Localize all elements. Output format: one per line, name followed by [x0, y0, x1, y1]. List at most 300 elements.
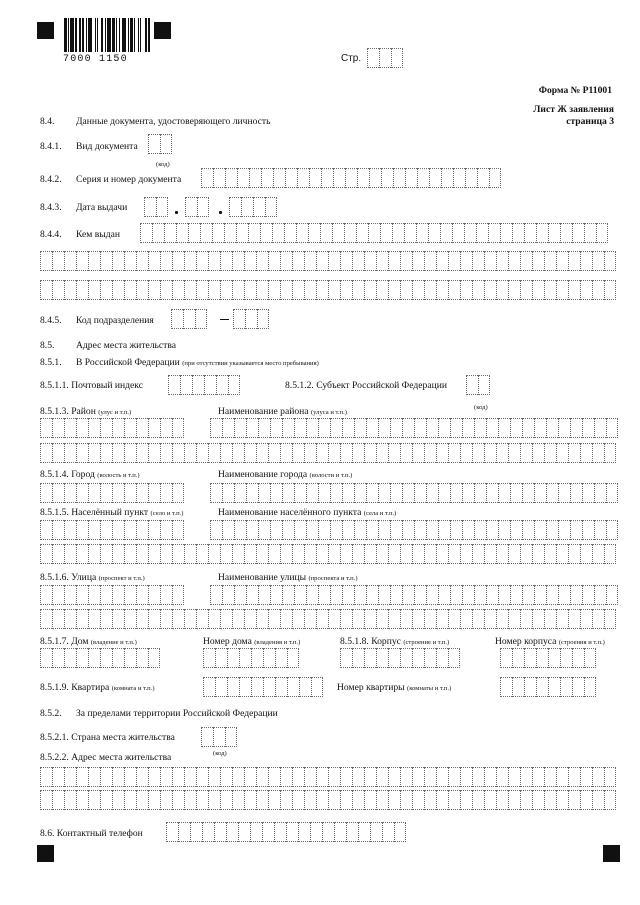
char-cell[interactable] — [462, 483, 474, 503]
char-cell[interactable] — [388, 544, 400, 564]
char-cell[interactable] — [88, 648, 100, 668]
char-cell[interactable] — [414, 483, 426, 503]
char-cell[interactable] — [388, 790, 400, 810]
char-cell[interactable] — [356, 223, 368, 243]
char-cell[interactable] — [40, 520, 52, 540]
char-cell[interactable] — [508, 544, 520, 564]
char-cell[interactable] — [200, 223, 212, 243]
char-cell[interactable] — [424, 648, 436, 668]
char-cell[interactable] — [522, 418, 534, 438]
char-cell[interactable] — [318, 585, 330, 605]
char-cell[interactable] — [64, 280, 76, 300]
char-cell[interactable] — [560, 648, 572, 668]
char-cell[interactable] — [364, 443, 376, 463]
char-cell[interactable] — [316, 544, 328, 564]
char-cell[interactable] — [474, 418, 486, 438]
settlement-name-cells-row1[interactable] — [210, 520, 618, 540]
char-cell[interactable] — [256, 251, 268, 271]
char-cell[interactable] — [214, 822, 226, 842]
char-cell[interactable] — [203, 648, 215, 668]
char-cell[interactable] — [40, 483, 52, 503]
char-cell[interactable] — [76, 767, 88, 787]
char-cell[interactable] — [232, 251, 244, 271]
char-cell[interactable] — [237, 168, 249, 188]
char-cell[interactable] — [286, 822, 298, 842]
char-cell[interactable] — [498, 418, 510, 438]
char-cell[interactable] — [220, 544, 232, 564]
char-cell[interactable] — [306, 585, 318, 605]
char-cell[interactable] — [364, 251, 376, 271]
char-cell[interactable] — [342, 418, 354, 438]
char-cell[interactable] — [244, 767, 256, 787]
char-cell[interactable] — [366, 520, 378, 540]
char-cell[interactable] — [412, 280, 424, 300]
char-cell[interactable] — [572, 223, 584, 243]
char-cell[interactable] — [393, 168, 405, 188]
division-code-cells-right[interactable] — [233, 309, 269, 329]
char-cell[interactable] — [592, 767, 604, 787]
char-cell[interactable] — [88, 767, 100, 787]
char-cell[interactable] — [381, 168, 393, 188]
char-cell[interactable] — [464, 223, 476, 243]
char-cell[interactable] — [216, 375, 228, 395]
char-cell[interactable] — [520, 609, 532, 629]
char-cell[interactable] — [88, 483, 100, 503]
char-cell[interactable] — [498, 585, 510, 605]
char-cell[interactable] — [100, 648, 112, 668]
char-cell[interactable] — [268, 544, 280, 564]
char-cell[interactable] — [309, 168, 321, 188]
char-cell[interactable] — [604, 280, 616, 300]
char-cell[interactable] — [306, 418, 318, 438]
char-cell[interactable] — [328, 443, 340, 463]
char-cell[interactable] — [268, 443, 280, 463]
char-cell[interactable] — [460, 544, 472, 564]
char-cell[interactable] — [226, 822, 238, 842]
char-cell[interactable] — [414, 418, 426, 438]
char-cell[interactable] — [332, 223, 344, 243]
char-cell[interactable] — [148, 585, 160, 605]
char-cell[interactable] — [136, 609, 148, 629]
char-cell[interactable] — [148, 609, 160, 629]
char-cell[interactable] — [225, 727, 237, 747]
district-type-cells[interactable] — [40, 418, 184, 438]
char-cell[interactable] — [64, 648, 76, 668]
char-cell[interactable] — [236, 223, 248, 243]
char-cell[interactable] — [40, 418, 52, 438]
char-cell[interactable] — [412, 251, 424, 271]
char-cell[interactable] — [429, 168, 441, 188]
char-cell[interactable] — [256, 767, 268, 787]
char-cell[interactable] — [136, 520, 148, 540]
char-cell[interactable] — [592, 609, 604, 629]
char-cell[interactable] — [192, 375, 204, 395]
char-cell[interactable] — [520, 767, 532, 787]
char-cell[interactable] — [358, 822, 370, 842]
char-cell[interactable] — [400, 544, 412, 564]
char-cell[interactable] — [298, 822, 310, 842]
char-cell[interactable] — [64, 520, 76, 540]
char-cell[interactable] — [436, 767, 448, 787]
char-cell[interactable] — [477, 168, 489, 188]
char-cell[interactable] — [76, 520, 88, 540]
char-cell[interactable] — [294, 483, 306, 503]
char-cell[interactable] — [208, 251, 220, 271]
char-cell[interactable] — [64, 443, 76, 463]
char-cell[interactable] — [560, 677, 572, 697]
char-cell[interactable] — [438, 418, 450, 438]
char-cell[interactable] — [222, 483, 234, 503]
char-cell[interactable] — [318, 520, 330, 540]
char-cell[interactable] — [282, 520, 294, 540]
char-cell[interactable] — [532, 280, 544, 300]
char-cell[interactable] — [262, 822, 274, 842]
char-cell[interactable] — [606, 585, 618, 605]
char-cell[interactable] — [246, 418, 258, 438]
char-cell[interactable] — [594, 483, 606, 503]
char-cell[interactable] — [239, 648, 251, 668]
char-cell[interactable] — [244, 251, 256, 271]
char-cell[interactable] — [376, 609, 388, 629]
char-cell[interactable] — [354, 520, 366, 540]
char-cell[interactable] — [580, 767, 592, 787]
char-cell[interactable] — [88, 418, 100, 438]
char-cell[interactable] — [412, 544, 424, 564]
char-cell[interactable] — [220, 609, 232, 629]
char-cell[interactable] — [328, 544, 340, 564]
char-cell[interactable] — [536, 677, 548, 697]
char-cell[interactable] — [268, 609, 280, 629]
issued-by-cells-row1[interactable] — [140, 223, 608, 243]
char-cell[interactable] — [334, 822, 346, 842]
char-cell[interactable] — [284, 223, 296, 243]
char-cell[interactable] — [390, 418, 402, 438]
char-cell[interactable] — [212, 223, 224, 243]
char-cell[interactable] — [160, 767, 172, 787]
char-cell[interactable] — [253, 197, 265, 217]
char-cell[interactable] — [76, 648, 88, 668]
city-name-cells[interactable] — [210, 483, 618, 503]
char-cell[interactable] — [378, 585, 390, 605]
char-cell[interactable] — [328, 251, 340, 271]
char-cell[interactable] — [263, 648, 275, 668]
char-cell[interactable] — [213, 168, 225, 188]
char-cell[interactable] — [297, 168, 309, 188]
char-cell[interactable] — [460, 251, 472, 271]
char-cell[interactable] — [282, 418, 294, 438]
char-cell[interactable] — [195, 309, 207, 329]
char-cell[interactable] — [100, 251, 112, 271]
char-cell[interactable] — [249, 168, 261, 188]
char-cell[interactable] — [378, 483, 390, 503]
char-cell[interactable] — [478, 375, 490, 395]
char-cell[interactable] — [304, 544, 316, 564]
char-cell[interactable] — [489, 168, 501, 188]
char-cell[interactable] — [268, 251, 280, 271]
district-name-cells-row1[interactable] — [210, 418, 618, 438]
char-cell[interactable] — [568, 280, 580, 300]
char-cell[interactable] — [568, 609, 580, 629]
char-cell[interactable] — [258, 483, 270, 503]
char-cell[interactable] — [402, 585, 414, 605]
char-cell[interactable] — [88, 251, 100, 271]
char-cell[interactable] — [448, 648, 460, 668]
char-cell[interactable] — [64, 790, 76, 810]
char-cell[interactable] — [364, 609, 376, 629]
char-cell[interactable] — [287, 648, 299, 668]
char-cell[interactable] — [441, 168, 453, 188]
char-cell[interactable] — [604, 609, 616, 629]
char-cell[interactable] — [256, 443, 268, 463]
char-cell[interactable] — [204, 375, 216, 395]
char-cell[interactable] — [148, 418, 160, 438]
char-cell[interactable] — [52, 418, 64, 438]
char-cell[interactable] — [584, 223, 596, 243]
char-cell[interactable] — [160, 520, 172, 540]
char-cell[interactable] — [546, 418, 558, 438]
char-cell[interactable] — [376, 443, 388, 463]
char-cell[interactable] — [241, 197, 253, 217]
char-cell[interactable] — [201, 727, 213, 747]
char-cell[interactable] — [263, 677, 275, 697]
char-cell[interactable] — [292, 609, 304, 629]
char-cell[interactable] — [148, 483, 160, 503]
char-cell[interactable] — [510, 483, 522, 503]
char-cell[interactable] — [184, 609, 196, 629]
char-cell[interactable] — [346, 822, 358, 842]
char-cell[interactable] — [548, 648, 560, 668]
char-cell[interactable] — [448, 790, 460, 810]
char-cell[interactable] — [270, 520, 282, 540]
char-cell[interactable] — [568, 251, 580, 271]
char-cell[interactable] — [112, 280, 124, 300]
char-cell[interactable] — [282, 483, 294, 503]
char-cell[interactable] — [496, 443, 508, 463]
char-cell[interactable] — [190, 822, 202, 842]
char-cell[interactable] — [352, 544, 364, 564]
char-cell[interactable] — [500, 648, 512, 668]
char-cell[interactable] — [52, 280, 64, 300]
char-cell[interactable] — [606, 418, 618, 438]
postal-code-cells[interactable] — [168, 375, 240, 395]
char-cell[interactable] — [352, 280, 364, 300]
char-cell[interactable] — [484, 609, 496, 629]
char-cell[interactable] — [448, 251, 460, 271]
char-cell[interactable] — [378, 418, 390, 438]
char-cell[interactable] — [76, 790, 88, 810]
char-cell[interactable] — [498, 520, 510, 540]
char-cell[interactable] — [448, 544, 460, 564]
char-cell[interactable] — [228, 375, 240, 395]
char-cell[interactable] — [604, 790, 616, 810]
char-cell[interactable] — [548, 223, 560, 243]
char-cell[interactable] — [484, 790, 496, 810]
char-cell[interactable] — [582, 585, 594, 605]
char-cell[interactable] — [308, 223, 320, 243]
char-cell[interactable] — [88, 443, 100, 463]
char-cell[interactable] — [436, 648, 448, 668]
char-cell[interactable] — [160, 609, 172, 629]
char-cell[interactable] — [239, 677, 251, 697]
char-cell[interactable] — [244, 443, 256, 463]
char-cell[interactable] — [275, 648, 287, 668]
char-cell[interactable] — [534, 520, 546, 540]
char-cell[interactable] — [52, 767, 64, 787]
char-cell[interactable] — [544, 544, 556, 564]
char-cell[interactable] — [64, 767, 76, 787]
char-cell[interactable] — [148, 790, 160, 810]
char-cell[interactable] — [426, 520, 438, 540]
char-cell[interactable] — [330, 483, 342, 503]
char-cell[interactable] — [40, 251, 52, 271]
char-cell[interactable] — [496, 767, 508, 787]
char-cell[interactable] — [568, 767, 580, 787]
char-cell[interactable] — [294, 520, 306, 540]
issue-date-month-cells[interactable] — [185, 197, 209, 217]
char-cell[interactable] — [452, 223, 464, 243]
char-cell[interactable] — [100, 585, 112, 605]
char-cell[interactable] — [258, 520, 270, 540]
char-cell[interactable] — [354, 418, 366, 438]
char-cell[interactable] — [368, 223, 380, 243]
char-cell[interactable] — [292, 280, 304, 300]
char-cell[interactable] — [270, 585, 282, 605]
char-cell[interactable] — [388, 280, 400, 300]
char-cell[interactable] — [176, 223, 188, 243]
char-cell[interactable] — [450, 585, 462, 605]
char-cell[interactable] — [580, 443, 592, 463]
char-cell[interactable] — [232, 609, 244, 629]
char-cell[interactable] — [112, 483, 124, 503]
char-cell[interactable] — [233, 309, 245, 329]
char-cell[interactable] — [604, 251, 616, 271]
char-cell[interactable] — [64, 609, 76, 629]
char-cell[interactable] — [345, 168, 357, 188]
char-cell[interactable] — [364, 280, 376, 300]
char-cell[interactable] — [172, 280, 184, 300]
char-cell[interactable] — [400, 280, 412, 300]
char-cell[interactable] — [64, 418, 76, 438]
char-cell[interactable] — [556, 280, 568, 300]
char-cell[interactable] — [124, 483, 136, 503]
char-cell[interactable] — [484, 767, 496, 787]
char-cell[interactable] — [594, 520, 606, 540]
char-cell[interactable] — [220, 767, 232, 787]
char-cell[interactable] — [472, 544, 484, 564]
char-cell[interactable] — [112, 443, 124, 463]
char-cell[interactable] — [424, 767, 436, 787]
phone-cells[interactable] — [166, 822, 406, 842]
char-cell[interactable] — [340, 790, 352, 810]
char-cell[interactable] — [52, 648, 64, 668]
char-cell[interactable] — [172, 251, 184, 271]
char-cell[interactable] — [234, 585, 246, 605]
char-cell[interactable] — [184, 790, 196, 810]
apartment-type-cells[interactable] — [203, 677, 323, 697]
char-cell[interactable] — [280, 790, 292, 810]
char-cell[interactable] — [436, 544, 448, 564]
char-cell[interactable] — [352, 609, 364, 629]
char-cell[interactable] — [172, 544, 184, 564]
char-cell[interactable] — [546, 520, 558, 540]
char-cell[interactable] — [342, 483, 354, 503]
apartment-number-cells[interactable] — [500, 677, 596, 697]
char-cell[interactable] — [292, 443, 304, 463]
char-cell[interactable] — [232, 790, 244, 810]
char-cell[interactable] — [328, 609, 340, 629]
char-cell[interactable] — [460, 443, 472, 463]
char-cell[interactable] — [604, 443, 616, 463]
char-cell[interactable] — [496, 790, 508, 810]
char-cell[interactable] — [560, 223, 572, 243]
char-cell[interactable] — [460, 280, 472, 300]
char-cell[interactable] — [160, 585, 172, 605]
char-cell[interactable] — [412, 767, 424, 787]
char-cell[interactable] — [100, 544, 112, 564]
char-cell[interactable] — [606, 520, 618, 540]
char-cell[interactable] — [40, 609, 52, 629]
char-cell[interactable] — [328, 767, 340, 787]
char-cell[interactable] — [210, 418, 222, 438]
char-cell[interactable] — [460, 609, 472, 629]
char-cell[interactable] — [352, 251, 364, 271]
char-cell[interactable] — [196, 609, 208, 629]
char-cell[interactable] — [124, 585, 136, 605]
char-cell[interactable] — [148, 544, 160, 564]
char-cell[interactable] — [172, 443, 184, 463]
char-cell[interactable] — [222, 520, 234, 540]
char-cell[interactable] — [596, 223, 608, 243]
char-cell[interactable] — [412, 609, 424, 629]
char-cell[interactable] — [273, 168, 285, 188]
char-cell[interactable] — [391, 48, 403, 68]
char-cell[interactable] — [582, 520, 594, 540]
char-cell[interactable] — [258, 585, 270, 605]
char-cell[interactable] — [572, 677, 584, 697]
house-number-cells[interactable] — [203, 648, 299, 668]
char-cell[interactable] — [352, 648, 364, 668]
char-cell[interactable] — [52, 251, 64, 271]
char-cell[interactable] — [310, 822, 322, 842]
char-cell[interactable] — [148, 134, 160, 154]
char-cell[interactable] — [156, 197, 168, 217]
char-cell[interactable] — [260, 223, 272, 243]
char-cell[interactable] — [436, 790, 448, 810]
street-name-cells-row1[interactable] — [210, 585, 618, 605]
char-cell[interactable] — [140, 223, 152, 243]
char-cell[interactable] — [426, 418, 438, 438]
char-cell[interactable] — [222, 585, 234, 605]
char-cell[interactable] — [352, 790, 364, 810]
char-cell[interactable] — [316, 280, 328, 300]
char-cell[interactable] — [76, 418, 88, 438]
char-cell[interactable] — [512, 223, 524, 243]
char-cell[interactable] — [201, 168, 213, 188]
char-cell[interactable] — [534, 585, 546, 605]
char-cell[interactable] — [508, 251, 520, 271]
char-cell[interactable] — [304, 767, 316, 787]
char-cell[interactable] — [580, 609, 592, 629]
char-cell[interactable] — [522, 483, 534, 503]
char-cell[interactable] — [196, 544, 208, 564]
char-cell[interactable] — [256, 544, 268, 564]
char-cell[interactable] — [342, 520, 354, 540]
char-cell[interactable] — [256, 280, 268, 300]
char-cell[interactable] — [100, 418, 112, 438]
char-cell[interactable] — [208, 544, 220, 564]
char-cell[interactable] — [112, 585, 124, 605]
char-cell[interactable] — [265, 197, 277, 217]
